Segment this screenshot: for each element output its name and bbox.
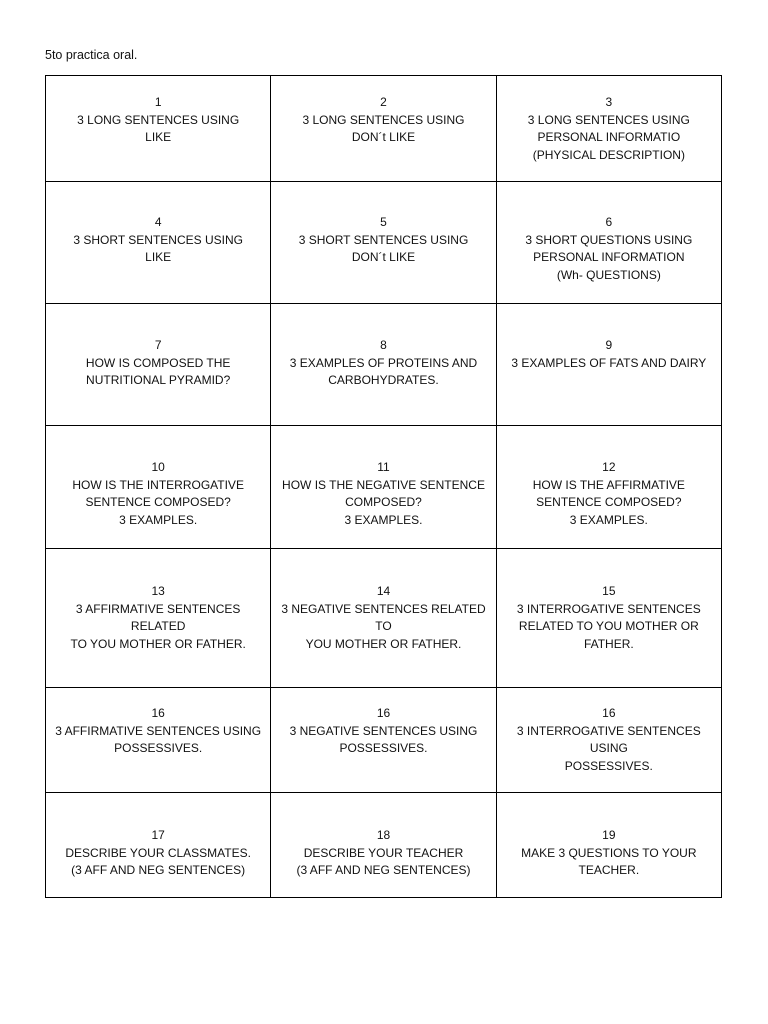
card-text: 3 AFFIRMATIVE SENTENCES USING POSSESSIVES. <box>55 723 262 755</box>
grid-cell <box>496 688 721 793</box>
card-number: 4 <box>154 215 162 229</box>
grid-cell <box>46 426 271 549</box>
grid-row <box>46 182 722 304</box>
card-text: 3 SHORT SENTENCES USING DON´t LIKE <box>298 232 469 264</box>
card-text: 3 SHORT QUESTIONS USING PERSONAL INFORMATION (Wh- QUESTIONS) <box>525 232 693 282</box>
card-text: HOW IS THE INTERROGATIVE SENTENCE COMPOSED? 3 EXAMPLES. <box>72 477 244 527</box>
card-text: 3 EXAMPLES OF FATS AND DAIRY <box>511 355 707 370</box>
card-number: 1 <box>154 95 162 109</box>
grid-cell <box>271 304 496 426</box>
card-text: 3 EXAMPLES OF PROTEINS AND CARBOHYDRATES. <box>289 355 478 387</box>
grid-cell <box>46 549 271 688</box>
grid-cell <box>271 549 496 688</box>
card-text: MAKE 3 QUESTIONS TO YOUR TEACHER. <box>521 845 697 877</box>
grid-cell <box>271 426 496 549</box>
card-text: 3 LONG SENTENCES USING LIKE <box>77 112 240 144</box>
card-text: 3 SHORT SENTENCES USING LIKE <box>73 232 243 264</box>
grid-row <box>46 549 722 688</box>
card-number: 15 <box>602 584 616 598</box>
card-number: 6 <box>605 215 613 229</box>
grid-cell <box>46 182 271 304</box>
card-number: 16 <box>602 706 616 720</box>
grid-cell <box>496 426 721 549</box>
card-text: 3 LONG SENTENCES USING PERSONAL INFORMATIO (PHYSICAL DESCRIPTION) <box>527 112 690 162</box>
card-number: 8 <box>380 338 387 352</box>
grid-cell <box>46 304 271 426</box>
grid-cell <box>496 76 721 182</box>
card-number: 7 <box>154 338 162 352</box>
card-text: DESCRIBE YOUR TEACHER (3 AFF AND NEG SENTENCES) <box>296 845 471 877</box>
card-number: 3 <box>605 95 613 109</box>
grid-row <box>46 76 722 182</box>
card-text: 3 NEGATIVE SENTENCES RELATED TO YOU MOTHER OR FATHER. <box>281 601 486 651</box>
card-number: 14 <box>376 584 391 598</box>
grid-cell <box>496 793 721 898</box>
grid-cell <box>271 76 496 182</box>
card-text: 3 INTERROGATIVE SENTENCES RELATED TO YOU MOTHER OR FATHER. <box>516 601 701 651</box>
grid-row <box>46 426 722 549</box>
card-number: 12 <box>602 460 616 474</box>
card-number: 10 <box>151 460 165 474</box>
grid-cell <box>496 549 721 688</box>
card-text: HOW IS COMPOSED THE NUTRITIONAL PYRAMID? <box>85 355 231 387</box>
card-text: 3 NEGATIVE SENTENCES USING POSSESSIVES. <box>289 723 478 755</box>
card-number: 5 <box>380 215 387 229</box>
card-text: DESCRIBE YOUR CLASSMATES. (3 AFF AND NEG SENTENCES) <box>65 845 251 877</box>
card-text: 3 LONG SENTENCES USING DON´t LIKE <box>302 112 465 144</box>
card-number: 13 <box>151 584 165 598</box>
card-number: 17 <box>151 828 165 842</box>
card-text: 3 AFFIRMATIVE SENTENCES RELATED TO YOU MOTHER OR FATHER. <box>70 601 246 651</box>
card-text: HOW IS THE AFFIRMATIVE SENTENCE COMPOSED? 3 EXAMPLES. <box>532 477 685 527</box>
grid-row <box>46 688 722 793</box>
card-number: 16 <box>151 706 165 720</box>
card-number: 18 <box>376 828 391 842</box>
grid-cell <box>271 688 496 793</box>
card-text: 3 INTERROGATIVE SENTENCES USING POSSESSIVES. <box>516 723 701 773</box>
card-number: 19 <box>602 828 616 842</box>
grid-cell <box>46 688 271 793</box>
card-number: 2 <box>380 95 387 109</box>
grid-row <box>46 304 722 426</box>
grid-cell <box>496 304 721 426</box>
card-number: 16 <box>376 706 391 720</box>
grid-cell <box>271 793 496 898</box>
page-title: 5to practica oral. <box>45 48 138 62</box>
card-number: 9 <box>605 338 613 352</box>
grid-cell <box>496 182 721 304</box>
grid-row <box>46 793 722 898</box>
grid-cell <box>46 793 271 898</box>
grid-cell <box>46 76 271 182</box>
grid-cell <box>271 182 496 304</box>
question-grid <box>45 75 722 898</box>
card-text: HOW IS THE NEGATIVE SENTENCE COMPOSED? 3 EXAMPLES. <box>282 477 485 527</box>
card-number: 11 <box>377 460 390 474</box>
